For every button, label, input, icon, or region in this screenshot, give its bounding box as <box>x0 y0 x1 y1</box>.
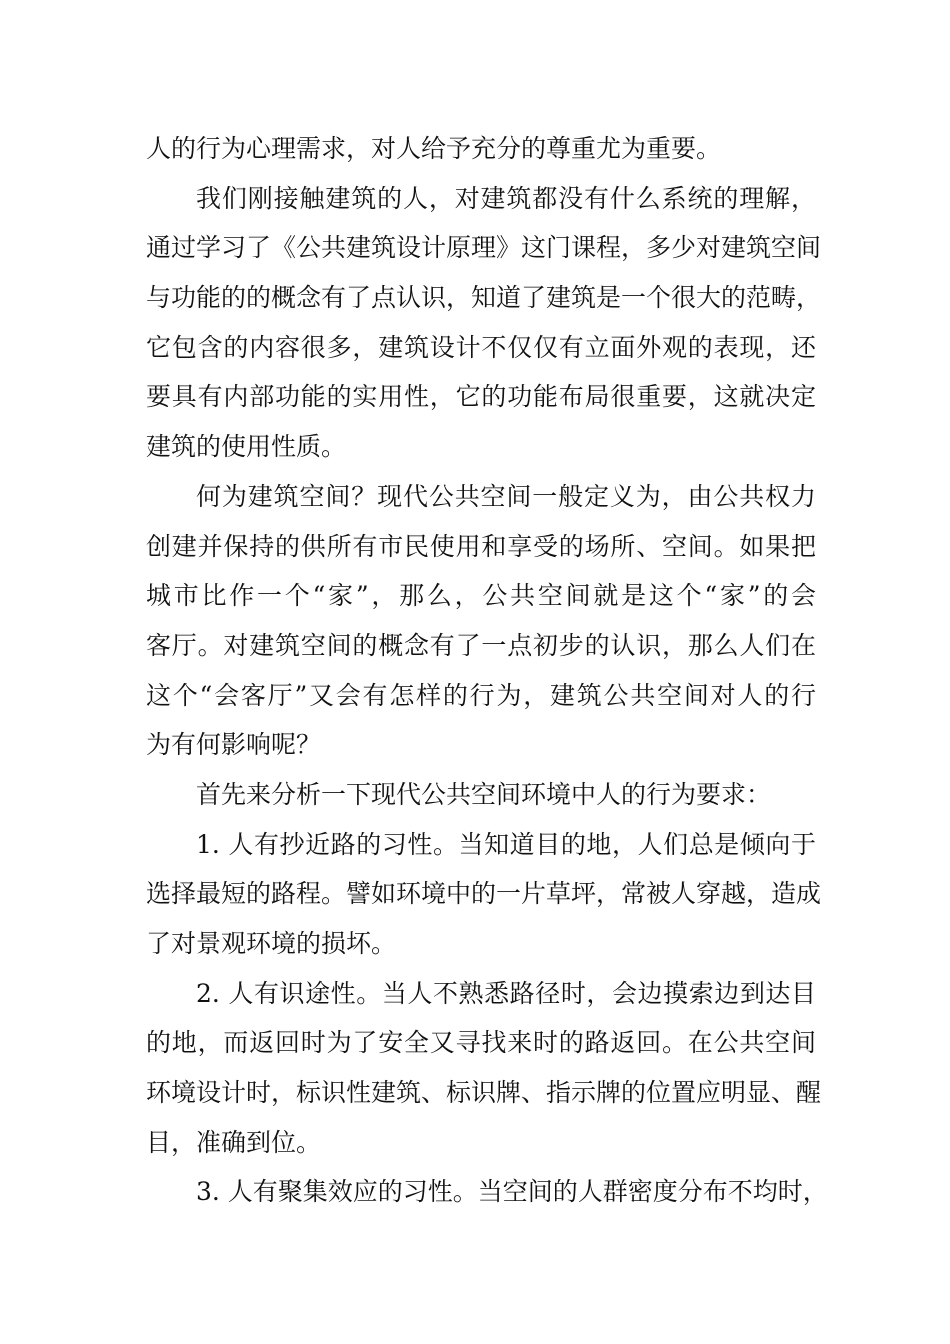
text-line: 为有何影响呢？ <box>146 730 322 760</box>
text-line: 它包含的内容很多，建筑设计不仅仅有立面外观的表现，还 <box>146 332 816 362</box>
text-line: 与功能的的概念有了点认识，知道了建筑是一个很大的范畴， <box>146 283 822 313</box>
text-line: 建筑的使用性质。 <box>146 432 347 462</box>
text-line: 选择最短的路程。譬如环境中的一片草坪，常被人穿越，造成 <box>146 879 822 909</box>
text-line: 的地，而返回时为了安全又寻找来时的路返回。在公共空间 <box>146 1028 816 1058</box>
text-line: 目，准确到位。 <box>146 1127 322 1157</box>
text-line: 何为建筑空间？现代公共空间一般定义为，由公共权力 <box>196 481 816 511</box>
text-line: 了对景观环境的损坏。 <box>146 929 397 958</box>
text-line: 创建并保持的供所有市民使用和享受的场所、空间。如果把 <box>146 531 816 561</box>
text-line: 我们刚接触建筑的人，对建筑都没有什么系统的理解， <box>196 183 816 213</box>
text-line: 1. 人有抄近路的习性。当知道目的地，人们总是倾向于 <box>196 829 816 859</box>
text-line: 环境设计时，标识性建筑、标识牌、指示牌的位置应明显、醒 <box>146 1078 822 1108</box>
text-line: 首先来分析一下现代公共空间环境中人的行为要求： <box>196 779 772 809</box>
text-line: 通过学习了《公共建筑设计原理》这门课程，多少对建筑空间 <box>146 233 822 263</box>
text-line: 城市比作一个“家”，那么，公共空间就是这个“家”的会 <box>146 581 816 611</box>
text-line: 人的行为心理需求，对人给予充分的尊重尤为重要。 <box>146 134 722 163</box>
text-line: 客厅。对建筑空间的概念有了一点初步的认识，那么人们在 <box>146 630 816 660</box>
text-line: 2. 人有识途性。当人不熟悉路径时，会边摸索边到达目 <box>196 978 816 1008</box>
body-text <box>146 124 828 1217</box>
text-line: 这个“会客厅”又会有怎样的行为，建筑公共空间对人的行 <box>146 680 816 710</box>
text-line: 3. 人有聚集效应的习性。当空间的人群密度分布不均时， <box>196 1177 828 1207</box>
text-line: 要具有内部功能的实用性，它的功能布局很重要，这就决定 <box>146 382 816 412</box>
